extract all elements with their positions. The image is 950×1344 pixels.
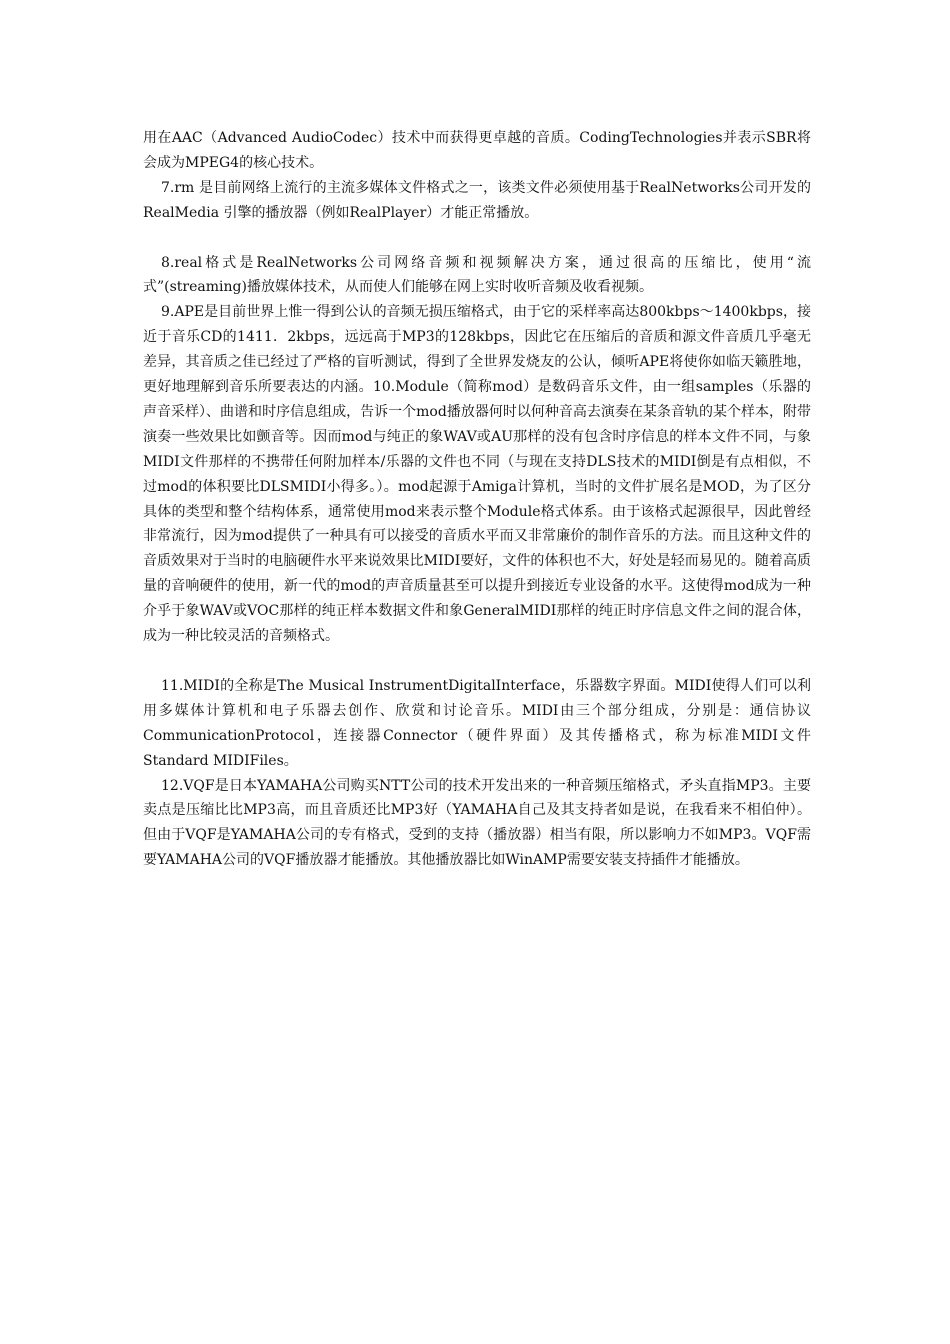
paragraph-real-format: 8.real格式是RealNetworks公司网络音频和视频解决方案，通过很高的压缩比，使用“流式”(streaming)播放媒体技术，从而使人们能够在网上实时收听音频及收看视频。 (143, 254, 811, 296)
paragraph-rm-format: 7.rm 是目前网络上流行的主流多媒体文件格式之一，该类文件必须使用基于RealNetworks公司开发的 RealMedia 引擎的播放器（例如RealPlayer）才能正常播放。 (143, 179, 811, 221)
paragraph-ape-module-format: 9.APE是目前世界上惟一得到公认的音频无损压缩格式，由于它的采样率高达800kbps～1400kbps，接近于音乐CD的1411．2kbps，远远高于MP3的128kbps，因此它在压缩后的音质和源文件音质几乎毫无差异，其音质之佳已经过了严格的盲听测试，得到了全世界发烧友的公认，倾听APE将使你如临天籁胜地，更好地理解到音乐所要表达的内涵。10.Module（简称mod）是数码音乐文件，由一组samples（乐器的声音采样）、曲谱和时序信息组成，告诉一个mod播放器何时以何种音高去演奏在某条音轨的某个样本，附带演奏一些效果比如颤音等。因而mod与纯正的象WAV或AU那样的没有包含时序信息的样本文件不同，与象MIDI文件那样的不携带任何附加样本/乐器的文件也不同（与现在支持DLS技术的MIDI倒是有点相似，不过mod的体积要比DLSMIDI小得多。）。mod起源于Amiga计算机，当时的文件扩展名是MOD，为了区分具体的类型和整个结构体系，通常使用mod来表示整个Module格式体系。由于该格式起源很早，因此曾经非常流行，因为mod提供了一种具有可以接受的音质水平而又非常廉价的制作音乐的方法。而且这种文件的音质效果对于当时的电脑硬件水平来说效果比MIDI要好，文件的体积也不大，好处是轻而易见的。随着高质量的音响硬件的使用，新一代的mod的声音质量甚至可以提升到接近专业设备的水平。这使得mod成为一种介乎于象WAV或VOC那样的纯正样本数据文件和象GeneralMIDI那样的纯正时序信息文件之间的混合体，成为一种比较灵活的音频格式。 (143, 304, 811, 645)
document-body (143, 126, 811, 873)
paragraph-midi-format: 11.MIDI的全称是The Musical InstrumentDigitalInterface，乐器数字界面。MIDI使得人们可以利用多媒体计算机和电子乐器去创作、欣赏和讨论音乐。MIDI由三个部分组成，分别是：通信协议CommunicationProtocol，连接器Connector（硬件界面）及其传播格式，称为标准MIDI文件Standard MIDIFiles。 (143, 677, 811, 769)
paragraph-sbr: 用在AAC（Advanced AudioCodec）技术中而获得更卓越的音质。CodingTechnologies并表示SBR将会成为MPEG4的核心技术。 (143, 130, 811, 171)
paragraph-vqf-format: 12.VQF是日本YAMAHA公司购买NTT公司的技术开发出来的一种音频压缩格式，矛头直指MP3。主要卖点是压缩比比MP3高，而且音质还比MP3好（YAMAHA自己及其支持者如是说，在我看来不相伯仲）。但由于VQF是YAMAHA公司的专有格式，受到的支持（播放器）相当有限，所以影响力不如MP3。VQF需要YAMAHA公司的VQF播放器才能播放。其他播放器比如WinAMP需要安装支持插件才能播放。 (143, 777, 811, 869)
